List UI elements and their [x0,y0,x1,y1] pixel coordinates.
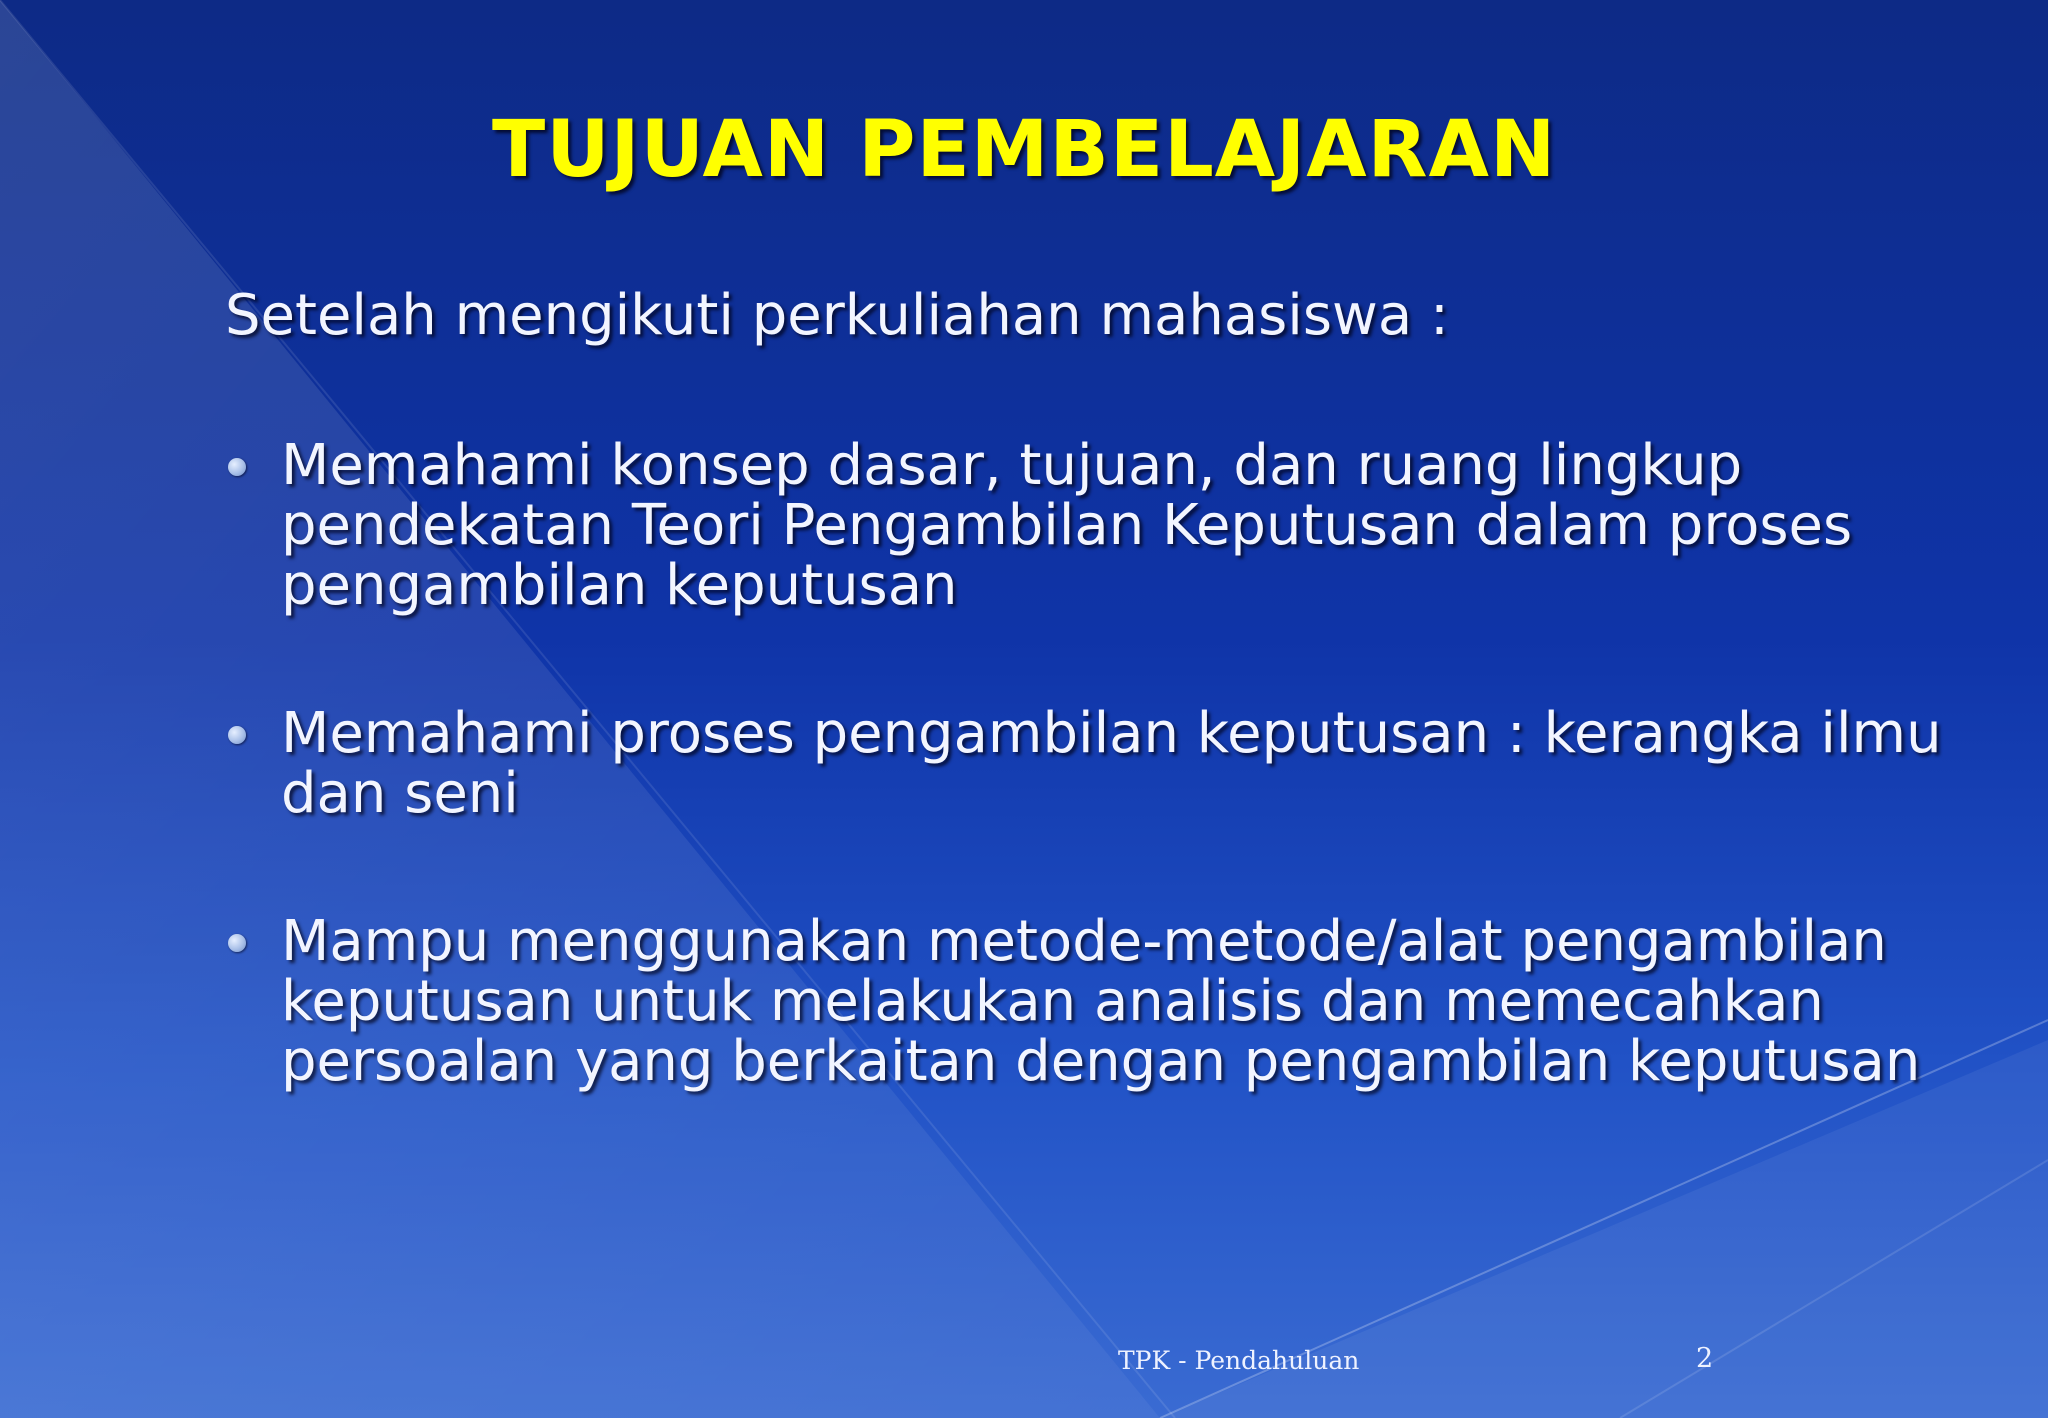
bullet-dot-icon [228,934,246,952]
bullet-text: Memahami proses pengambilan keputusan : kerangka ilmu dan seni [281,701,1942,826]
intro-text: Setelah mengikuti perkuliahan mahasiswa : [225,283,1449,348]
bullet-list [228,433,2028,1180]
bullet-item [228,433,2028,618]
bullet-item [228,701,2028,826]
bullet-dot-icon [228,458,246,476]
bullet-text: Memahami konsep dasar, tujuan, dan ruang lingkup pendekatan Teori Pengambilan Keputusan dalam proses pengambilan keputusan [281,433,1853,618]
bullet-dot-icon [228,726,246,744]
footer-label: TPK - Pendahuluan [1118,1346,1360,1375]
bullet-item [228,909,2028,1094]
bullet-text: Mampu menggunakan metode-metode/alat pengambilan keputusan untuk melakukan analisis dan memecahkan persoalan yang berkaitan dengan pengambilan keputusan [281,909,1921,1094]
slide-title: TUJUAN PEMBELAJARAN [492,105,1557,195]
slide-number: 2 [1696,1343,1714,1374]
